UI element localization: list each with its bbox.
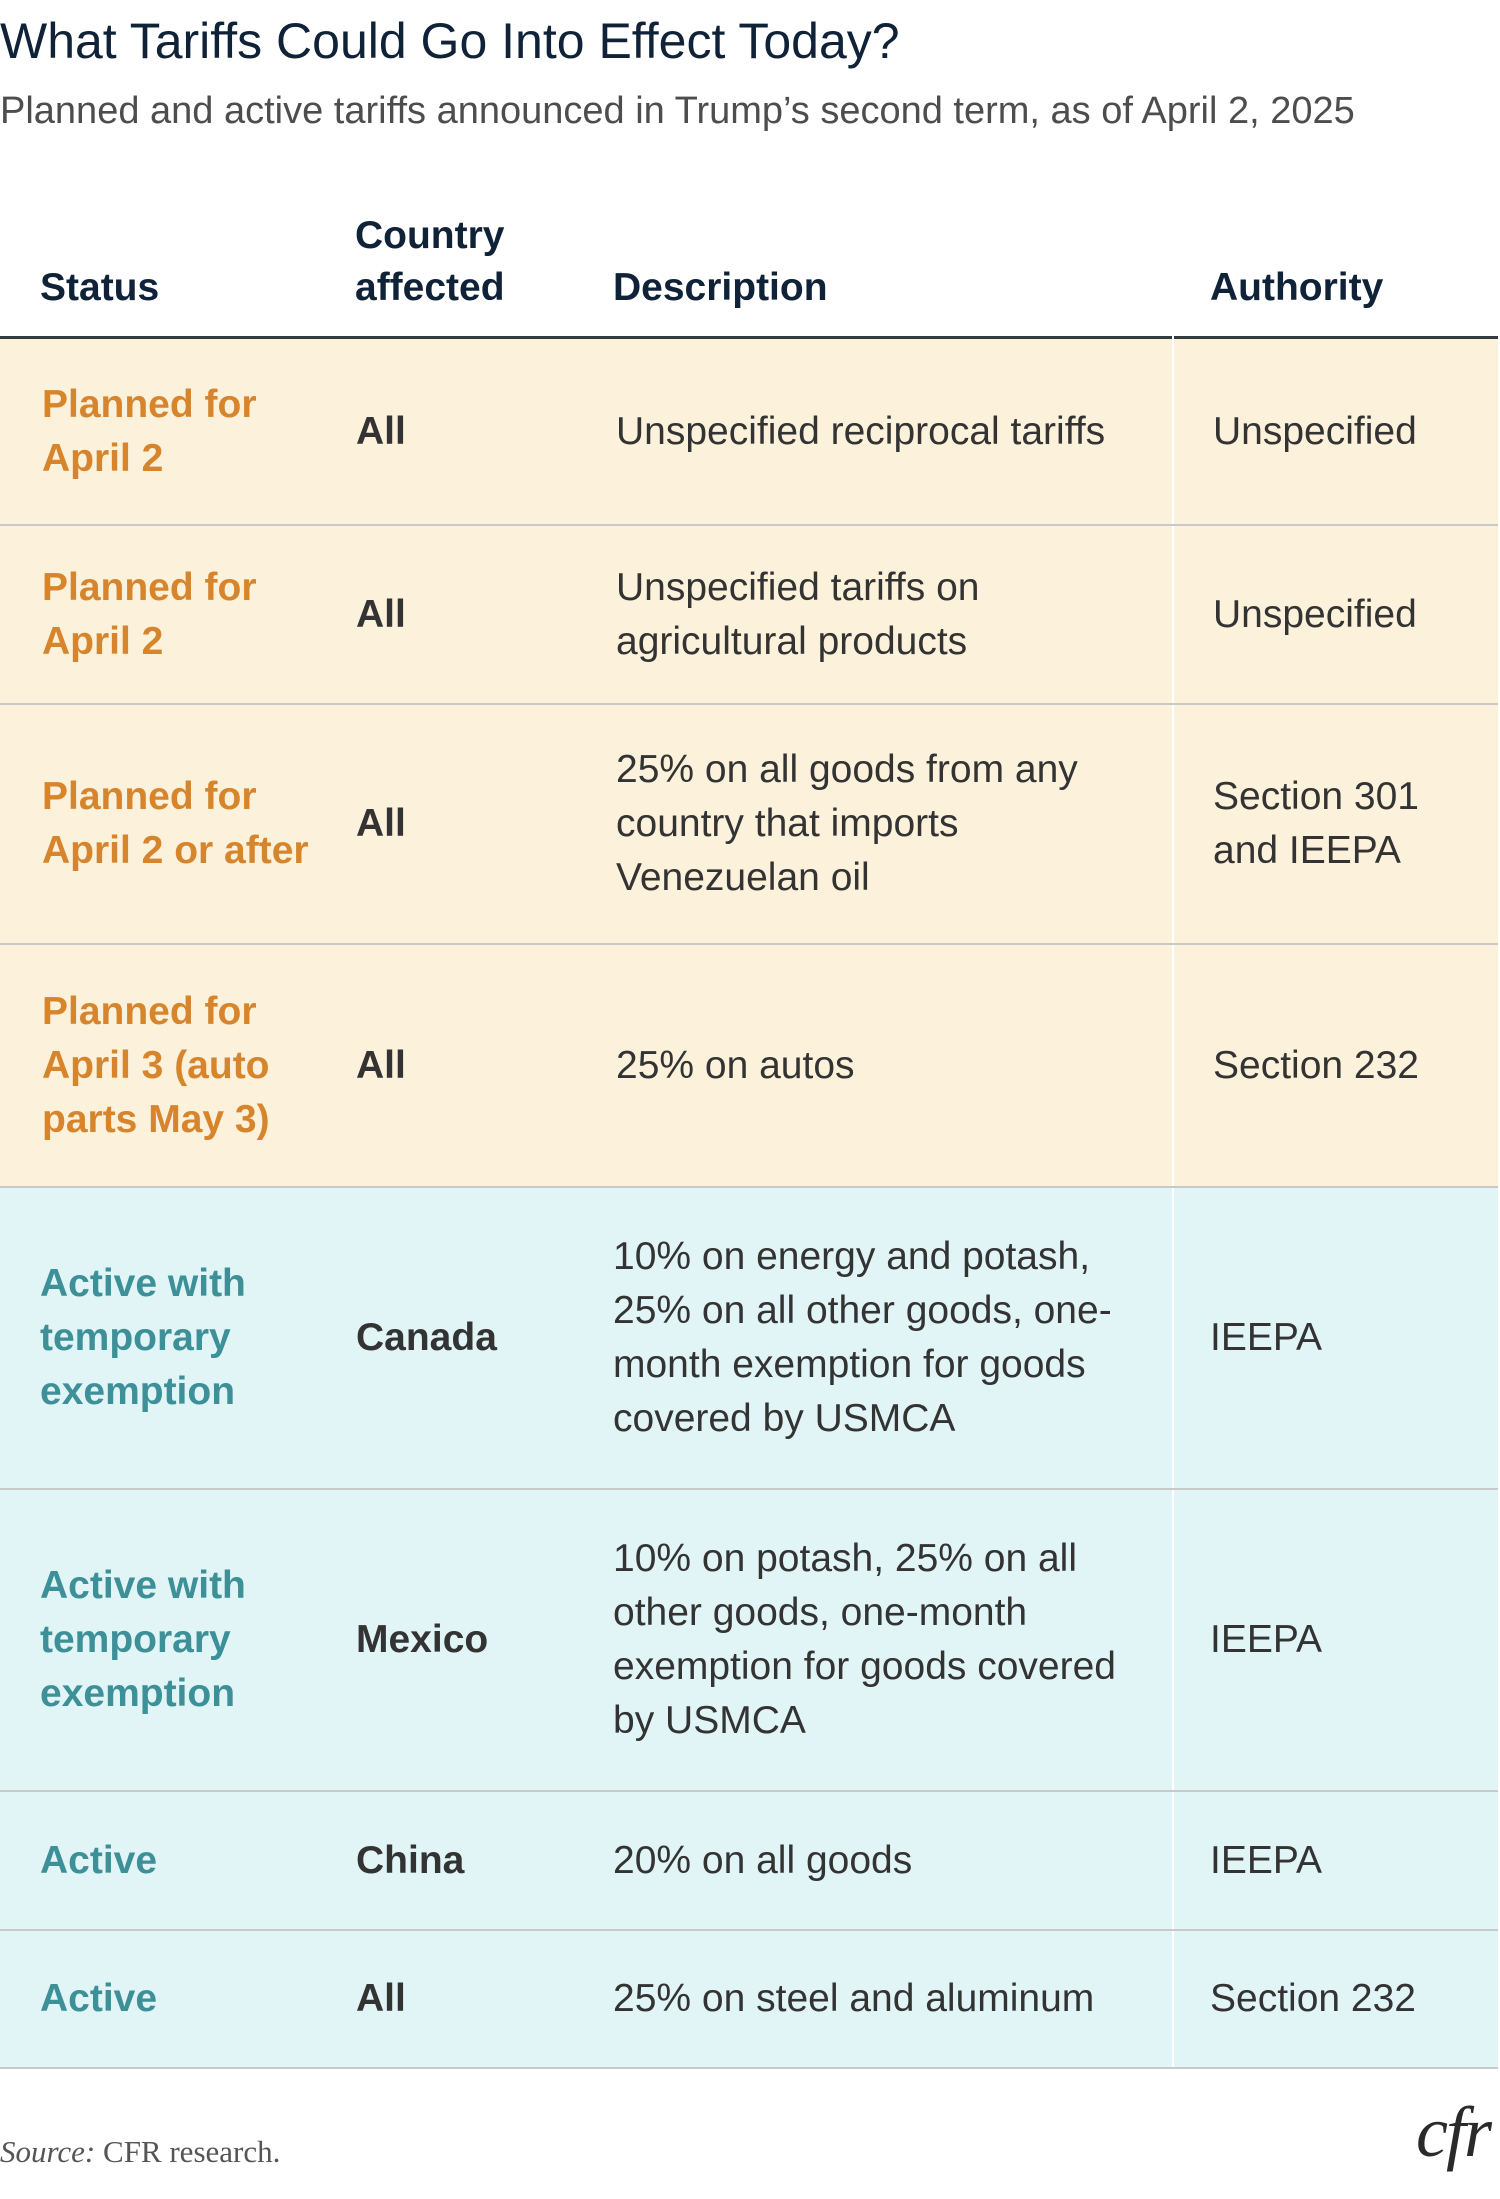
column-divider: [1172, 1931, 1174, 2067]
country-cell: Mexico: [356, 1618, 489, 1661]
description-cell: 10% on potash, 25% on all other goods, one-month exemption for goods covered by USMCA: [613, 1537, 1116, 1742]
column-header-country: Country affected: [355, 214, 505, 309]
page-title: What Tariffs Could Go Into Effect Today?: [0, 13, 900, 69]
authority-cell: IEEPA: [1210, 1838, 1322, 1882]
country-cell: All: [356, 592, 406, 636]
status-cell: Planned for April 2: [42, 382, 257, 480]
column-divider: [1172, 526, 1174, 703]
authority-cell: Unspecified: [1213, 592, 1417, 636]
table-row: [0, 1931, 1498, 2069]
status-cell: Planned for April 3 (auto parts May 3): [42, 989, 270, 1141]
country-cell: All: [356, 409, 406, 453]
column-divider: [1172, 1188, 1174, 1488]
tariff-table: [0, 196, 1498, 2069]
description-cell: 25% on autos: [616, 1043, 855, 1087]
country-cell: All: [356, 802, 406, 845]
column-divider: [1172, 705, 1174, 943]
country-cell: All: [356, 1977, 406, 2020]
page-subtitle: Planned and active tariffs announced in Trump’s second term, as of April 2, 2025: [0, 90, 1355, 132]
description-cell: Unspecified tariffs on agricultural products: [616, 565, 980, 663]
column-divider: [1172, 1792, 1174, 1929]
source-text: CFR research.: [95, 2134, 281, 2169]
status-cell: Active: [40, 1977, 158, 2020]
source-note: [0, 2134, 280, 2170]
table-row: [0, 705, 1498, 945]
status-cell: Active with temporary exemption: [40, 1564, 246, 1715]
country-cell: China: [356, 1838, 465, 1882]
table-row: [0, 1188, 1498, 1490]
source-label: Source:: [0, 2134, 96, 2169]
table-row: [0, 1792, 1498, 1931]
table-row: [0, 339, 1498, 526]
column-divider: [1172, 945, 1174, 1186]
column-header-description: Description: [613, 266, 828, 309]
status-cell: Active: [40, 1838, 158, 1882]
description-cell: 25% on all goods from any country that imports Venezuelan oil: [616, 748, 1078, 899]
table-header: [0, 196, 1498, 339]
country-cell: All: [356, 1043, 406, 1087]
description-cell: 10% on energy and potash, 25% on all other goods, one-month exemption for goods covered by USMCA: [613, 1235, 1112, 1440]
authority-cell: Section 301 and IEEPA: [1213, 775, 1419, 872]
description-cell: 20% on all goods: [613, 1838, 913, 1882]
table-row: [0, 526, 1498, 705]
column-divider: [1172, 339, 1174, 524]
description-cell: 25% on steel and aluminum: [613, 1977, 1095, 2020]
country-cell: Canada: [356, 1316, 497, 1359]
column-header-status: Status: [40, 266, 160, 309]
status-cell: Active with temporary exemption: [40, 1262, 246, 1413]
authority-cell: Section 232: [1213, 1043, 1419, 1087]
description-cell: Unspecified reciprocal tariffs: [616, 409, 1106, 453]
status-cell: Planned for April 2: [42, 565, 257, 663]
authority-cell: IEEPA: [1210, 1316, 1322, 1359]
authority-cell: IEEPA: [1210, 1618, 1322, 1661]
authority-cell: Unspecified: [1213, 409, 1417, 453]
authority-cell: Section 232: [1210, 1977, 1416, 2020]
status-cell: Planned for April 2 or after: [42, 775, 309, 872]
cfr-logo: cfr: [1416, 2092, 1490, 2172]
column-divider: [1172, 1490, 1174, 1790]
table-row: [0, 945, 1498, 1188]
column-header-authority: Authority: [1210, 266, 1384, 309]
table-row: [0, 1490, 1498, 1792]
